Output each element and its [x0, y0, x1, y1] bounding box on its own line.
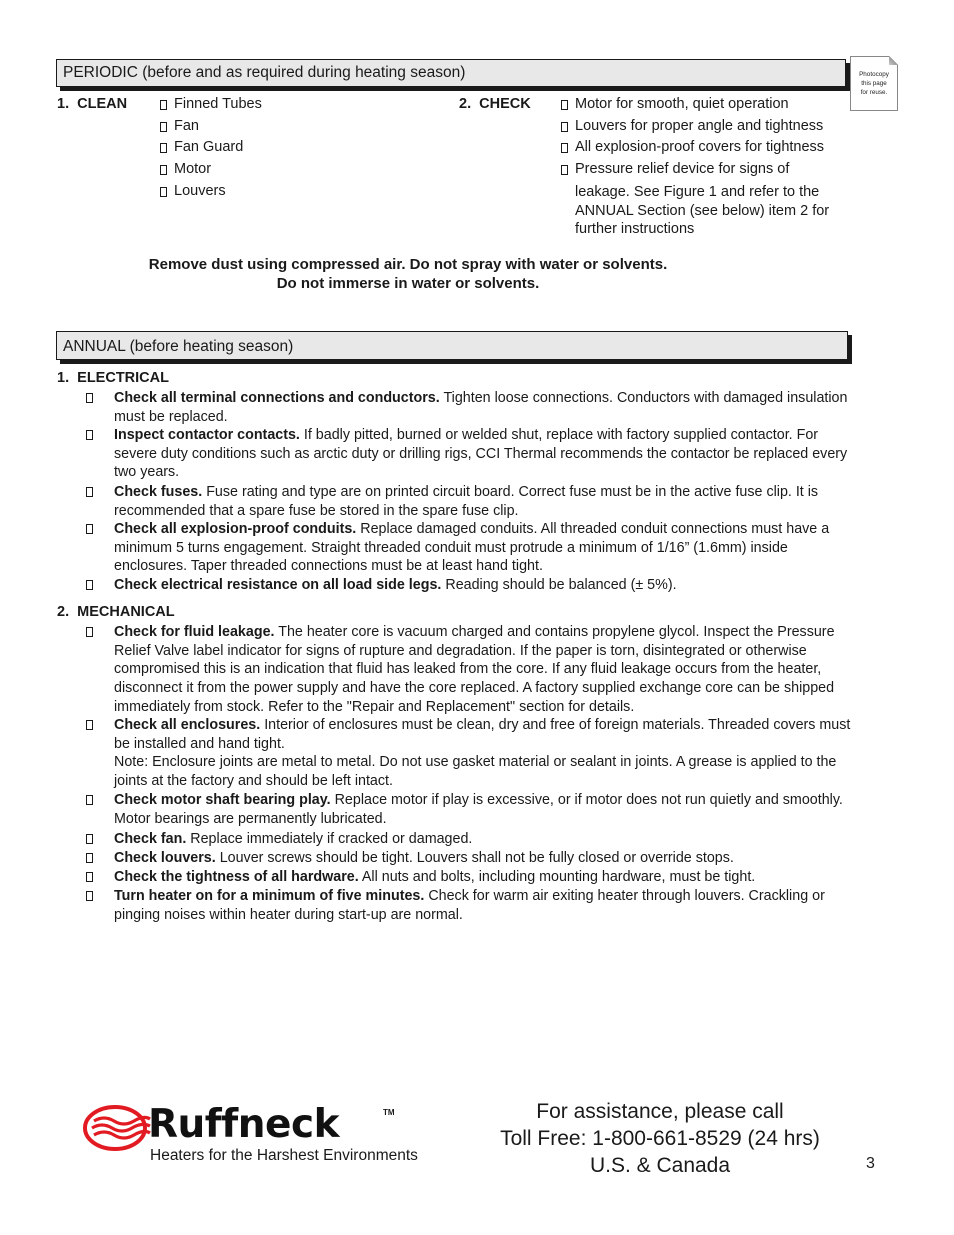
assist-region: U.S. & Canada: [589, 1154, 731, 1177]
annual-title: ANNUAL (before heating season): [63, 338, 294, 355]
checkbox-icon[interactable]: [561, 143, 568, 153]
notice-line-1: Remove dust using compressed air. Do not spray with water or solvents.: [148, 256, 668, 273]
clean-heading: 1. CLEAN: [57, 96, 128, 112]
checkbox-icon[interactable]: [86, 853, 93, 863]
checkbox-icon[interactable]: [160, 187, 167, 197]
annual-section-header: [56, 331, 848, 360]
mechanical-item: Check the tightness of all hardware. All nuts and bolts, including mounting hardware, must be tight.: [86, 868, 852, 887]
page-fold-icon: [889, 56, 898, 65]
checkbox-icon[interactable]: [86, 627, 93, 637]
mechanical-item: Check for fluid leakage. The heater core is vacuum charged and contains propylene glycol. Inspect the Pressure Relief Valve label indicator for signs of rupture and degradation. If the paper is torn, disintegrated or otherwise compromised this is an indication that fluid has leaked from the core. If any fluid leakage occurs from the heater, disconnect it from the power supply and have the core replaced. A factory supplied exchange core can be shipped immediately from stock. Refer to the "Repair and Replacement" section for details.: [86, 623, 852, 717]
trademark-mark: TM: [383, 1108, 395, 1117]
periodic-section-header: [56, 59, 846, 87]
mechanical-item: Check all enclosures. Interior of enclosures must be clean, dry and free of foreign materials. Threaded covers must be installed and hand tight. Note: Enclosure joints are metal to metal. Do not use gasket material or sealant in joints. A grease is applied to the joints at the factory and should be left intact.: [86, 716, 852, 791]
photocopy-tag: [850, 56, 898, 111]
checkbox-icon[interactable]: [160, 100, 167, 110]
mechanical-item: Check louvers. Louver screws should be tight. Louvers shall not be fully closed or override stops.: [86, 849, 852, 868]
checkbox-icon[interactable]: [86, 872, 93, 882]
checkbox-icon[interactable]: [160, 165, 167, 175]
assist-line-1: For assistance, please call: [536, 1100, 784, 1123]
checkbox-icon[interactable]: [86, 795, 93, 805]
periodic-title: PERIODIC (before and as required during heating season): [63, 64, 466, 81]
page-number: 3: [866, 1155, 875, 1172]
mechanical-item: Check fan. Replace immediately if cracked or damaged.: [86, 830, 852, 849]
electrical-item: Inspect contactor contacts. If badly pitted, burned or welded shut, replace with factory supplied contactor. For severe duty conditions such as arctic duty or drilling rigs, CCI Thermal recommends the contactor be replaced every two years.: [86, 426, 852, 482]
checkbox-icon[interactable]: [86, 720, 93, 730]
checkbox-icon[interactable]: [561, 100, 568, 110]
checkbox-icon[interactable]: [561, 122, 568, 132]
mechanical-item: Turn heater on for a minimum of five minutes. Check for warm air exiting heater through louvers. Crackling or pinging noises within heater during start-up are normal.: [86, 887, 852, 924]
brand-name: Ruffneck: [148, 1102, 339, 1147]
checkbox-icon[interactable]: [561, 165, 568, 175]
check-heading: 2. CHECK: [459, 96, 531, 112]
electrical-item: Check fuses. Fuse rating and type are on printed circuit board. Correct fuse must be in the active fuse clip. It is recommended that a spare fuse be stored in the spare fuse clip.: [86, 483, 852, 520]
photocopy-line-3: for reuse.: [860, 89, 888, 96]
checkbox-icon[interactable]: [86, 834, 93, 844]
check-continuation: leakage. See Figure 1 and refer to the ANNUAL Section (see below) item 2 for further instructions: [575, 184, 830, 237]
electrical-item: Check electrical resistance on all load side legs. Reading should be balanced (± 5%).: [86, 576, 852, 595]
assist-phone[interactable]: Toll Free: 1-800-661-8529 (24 hrs): [500, 1127, 820, 1150]
electrical-item: Check all terminal connections and conductors. Tighten loose connections. Conductors with damaged insulation must be replaced.: [86, 389, 852, 426]
electrical-heading: 1. ELECTRICAL: [57, 370, 169, 386]
checkbox-icon[interactable]: [86, 891, 93, 901]
brand-tagline: Heaters for the Harshest Environments: [150, 1147, 418, 1164]
checkbox-icon[interactable]: [160, 143, 167, 153]
mechanical-item: Check motor shaft bearing play. Replace motor if play is excessive, or if motor does not run quietly and smoothly. Motor bearings are permanently lubricated.: [86, 791, 852, 828]
checkbox-icon[interactable]: [86, 393, 93, 403]
electrical-item: Check all explosion-proof conduits. Replace damaged conduits. All threaded conduit connections must have a minimum 5 turns engagement. Straight threaded conduit must protrude a minimum of 1/16” (1.6mm) inside enclosures. Taper threaded connections must be at least hand tight.: [86, 520, 852, 576]
ruffneck-logo-icon: [82, 1103, 152, 1153]
checkbox-icon[interactable]: [86, 430, 93, 440]
photocopy-line-2: this page: [861, 80, 887, 87]
assistance-block: [480, 1098, 840, 1179]
photocopy-line-1: Photocopy: [859, 71, 889, 78]
checkbox-icon[interactable]: [86, 524, 93, 534]
checkbox-icon[interactable]: [86, 580, 93, 590]
mechanical-heading: 2. MECHANICAL: [57, 604, 175, 620]
notice-line-2: Do not immerse in water or solvents.: [276, 275, 540, 292]
checkbox-icon[interactable]: [160, 122, 167, 132]
checkbox-icon[interactable]: [86, 487, 93, 497]
